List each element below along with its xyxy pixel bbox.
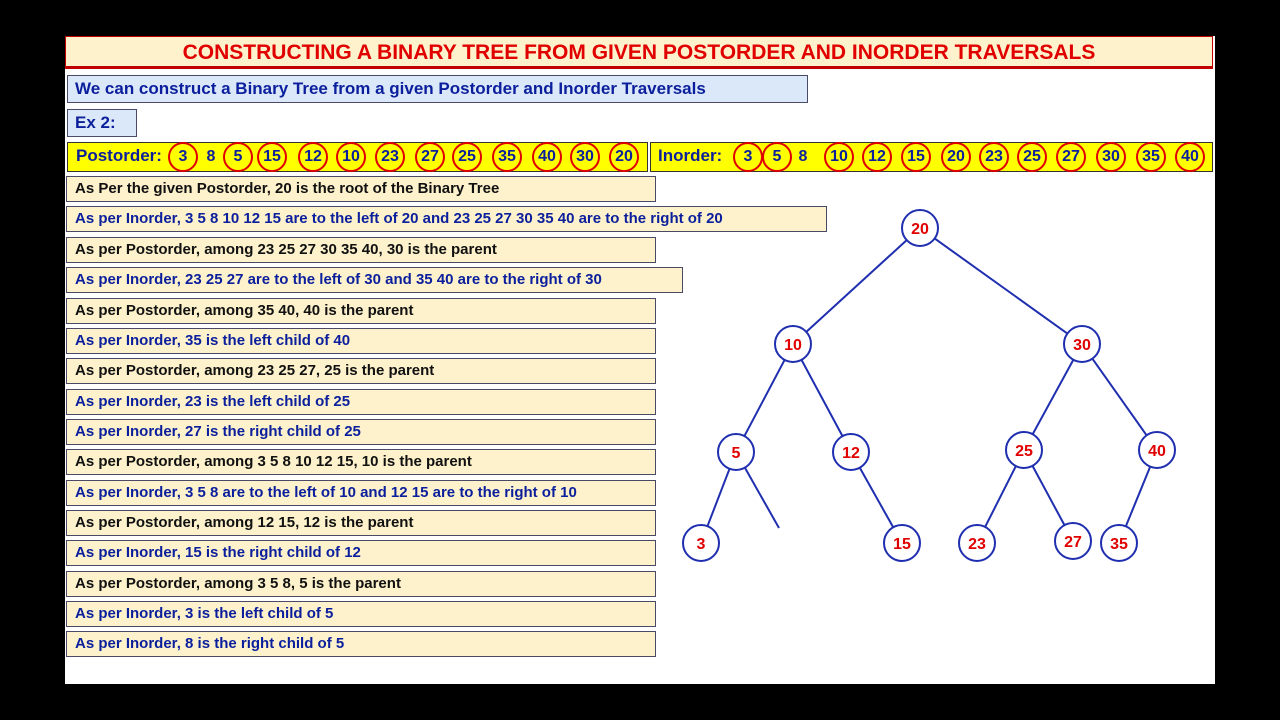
step-item: As Per the given Postorder, 20 is the root of the Binary Tree bbox=[66, 176, 656, 202]
tree-edge bbox=[802, 360, 843, 436]
postorder-value: 40 bbox=[532, 142, 562, 172]
step-item: As per Inorder, 35 is the left child of 40 bbox=[66, 328, 656, 354]
tree-node bbox=[1055, 523, 1091, 559]
tree-node-label: 35 bbox=[1110, 536, 1128, 553]
postorder-value: 3 bbox=[168, 142, 198, 172]
tree-node bbox=[683, 525, 719, 561]
inorder-value: 27 bbox=[1056, 142, 1086, 172]
inorder-value: 20 bbox=[941, 142, 971, 172]
step-item: As per Postorder, among 23 25 27 30 35 40, 30 is the parent bbox=[66, 237, 656, 263]
tree-node bbox=[1139, 432, 1175, 468]
step-item: As per Inorder, 8 is the right child of 5 bbox=[66, 631, 656, 657]
postorder-value: 20 bbox=[609, 142, 639, 172]
tree-edge bbox=[935, 238, 1068, 333]
postorder-value: 5 bbox=[223, 142, 253, 172]
tree-node bbox=[718, 434, 754, 470]
page-title: CONSTRUCTING A BINARY TREE FROM GIVEN POSTORDER AND INORDER TRAVERSALS bbox=[65, 36, 1213, 69]
tree-edge bbox=[745, 468, 779, 528]
tree-node bbox=[1064, 326, 1100, 362]
tree-edge bbox=[860, 468, 893, 528]
postorder-label: Postorder: bbox=[76, 146, 162, 165]
step-item: As per Postorder, among 35 40, 40 is the parent bbox=[66, 298, 656, 324]
step-item: As per Postorder, among 23 25 27, 25 is the parent bbox=[66, 358, 656, 384]
tree-node-label: 10 bbox=[784, 337, 802, 354]
inorder-value: 8 bbox=[798, 148, 808, 165]
tree-edge bbox=[1033, 466, 1065, 525]
tree-node-label: 25 bbox=[1015, 443, 1033, 460]
intro-text: We can construct a Binary Tree from a given Postorder and Inorder Traversals bbox=[67, 75, 808, 103]
tree-node-label: 12 bbox=[842, 445, 860, 462]
tree-node-label: 5 bbox=[731, 445, 741, 462]
inorder-value: 30 bbox=[1096, 142, 1126, 172]
inorder-value: 3 bbox=[733, 142, 763, 172]
postorder-value: 23 bbox=[375, 142, 405, 172]
tree-node bbox=[833, 434, 869, 470]
tree-edge bbox=[707, 469, 729, 526]
step-item: As per Postorder, among 12 15, 12 is the parent bbox=[66, 510, 656, 536]
inorder-value: 40 bbox=[1175, 142, 1205, 172]
step-item: As per Inorder, 23 is the left child of 25 bbox=[66, 389, 656, 415]
tree-node-label: 27 bbox=[1064, 534, 1082, 551]
postorder-value: 10 bbox=[336, 142, 366, 172]
inorder-value: 23 bbox=[979, 142, 1009, 172]
tree-node-label: 30 bbox=[1073, 337, 1091, 354]
tree-node bbox=[959, 525, 995, 561]
step-item: As per Postorder, among 3 5 8 10 12 15, 10 is the parent bbox=[66, 449, 656, 475]
tree-node bbox=[1006, 432, 1042, 468]
postorder-value: 15 bbox=[257, 142, 287, 172]
step-item: As per Inorder, 15 is the right child of 12 bbox=[66, 540, 656, 566]
tree-node-label: 23 bbox=[968, 536, 986, 553]
inorder-value: 10 bbox=[824, 142, 854, 172]
tree-node-label: 3 bbox=[696, 536, 706, 553]
tree-edge bbox=[985, 466, 1016, 527]
tree-node bbox=[1101, 525, 1137, 561]
postorder-value: 25 bbox=[452, 142, 482, 172]
inorder-value: 12 bbox=[862, 142, 892, 172]
tree-node-label: 15 bbox=[893, 536, 911, 553]
step-item: As per Inorder, 3 5 8 10 12 15 are to the left of 20 and 23 25 27 30 35 40 are to the right of 20 bbox=[66, 206, 827, 232]
inorder-value: 15 bbox=[901, 142, 931, 172]
tree-edge bbox=[744, 360, 784, 436]
step-item: As per Inorder, 3 is the left child of 5 bbox=[66, 601, 656, 627]
example-label: Ex 2: bbox=[67, 109, 137, 137]
tree-edge bbox=[1126, 467, 1150, 527]
postorder-value: 35 bbox=[492, 142, 522, 172]
tree-edge bbox=[806, 240, 906, 332]
step-item: As per Inorder, 3 5 8 are to the left of 10 and 12 15 are to the right of 10 bbox=[66, 480, 656, 506]
step-item: As per Postorder, among 3 5 8, 5 is the parent bbox=[66, 571, 656, 597]
tree-node bbox=[775, 326, 811, 362]
tree-node-label: 20 bbox=[911, 221, 929, 238]
tree-edge bbox=[1092, 359, 1146, 436]
inorder-value: 25 bbox=[1017, 142, 1047, 172]
tree-edge bbox=[1033, 360, 1074, 434]
step-item: As per Inorder, 23 25 27 are to the left of 30 and 35 40 are to the right of 30 bbox=[66, 267, 683, 293]
postorder-value: 27 bbox=[415, 142, 445, 172]
tree-node-label: 40 bbox=[1148, 443, 1166, 460]
postorder-value: 30 bbox=[570, 142, 600, 172]
tree-node bbox=[884, 525, 920, 561]
inorder-value: 35 bbox=[1136, 142, 1166, 172]
tree-node bbox=[902, 210, 938, 246]
inorder-label: Inorder: bbox=[658, 146, 723, 165]
inorder-value: 5 bbox=[762, 142, 792, 172]
postorder-value: 12 bbox=[298, 142, 328, 172]
step-item: As per Inorder, 27 is the right child of 25 bbox=[66, 419, 656, 445]
postorder-value: 8 bbox=[206, 148, 216, 165]
